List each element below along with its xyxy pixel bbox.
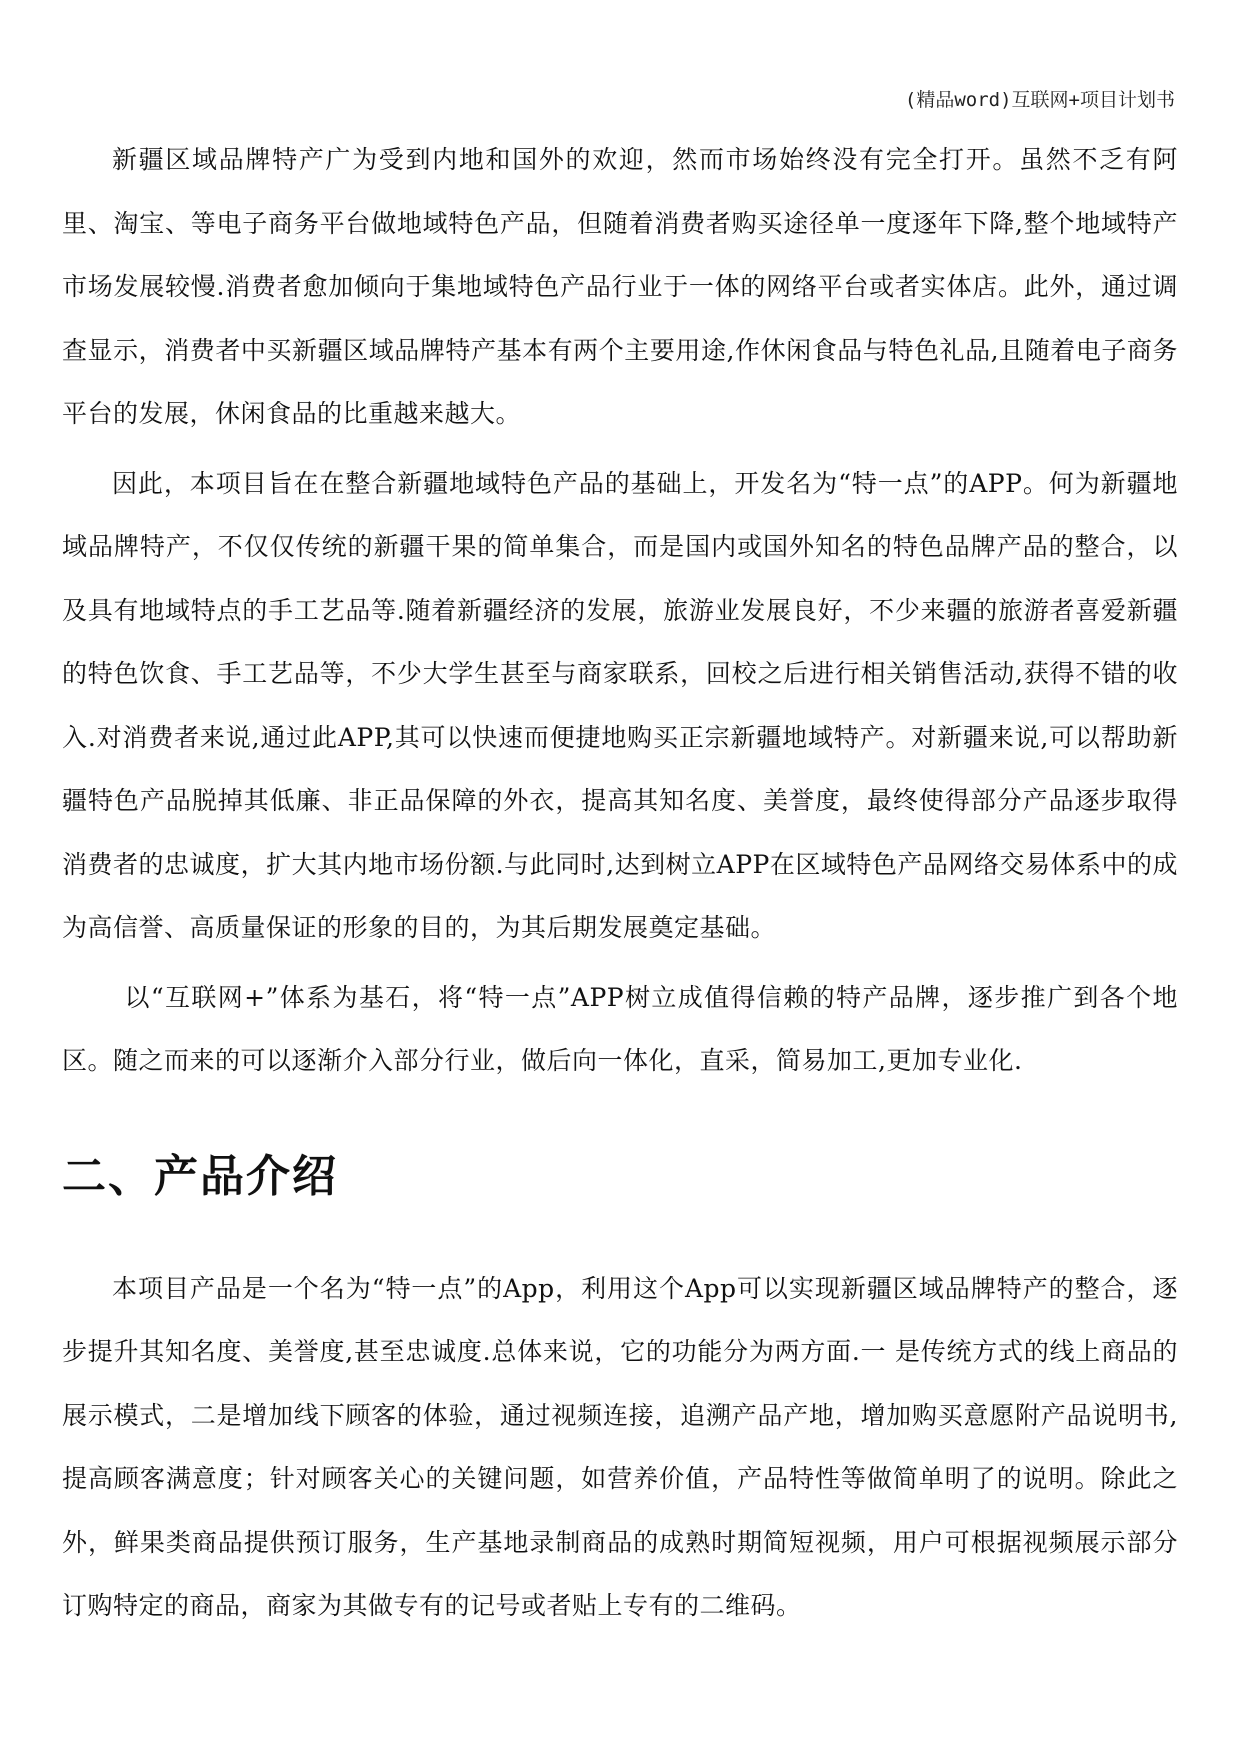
running-header: (精品word)互联网+项目计划书 <box>904 89 1175 111</box>
body-paragraph-3: 以“互联网+”体系为基石，将“特一点”APP树立成值得信赖的特产品牌，逐步推广到各个地区。随之而来的可以逐渐介入部分行业，做后向一体化，直采，简易加工,更加专业化. <box>62 982 1178 1075</box>
section-paragraph-1: 本项目产品是一个名为“特一点”的App，利用这个App可以实现新疆区域品牌特产的整合，逐步提升其知名度、美誉度,甚至忠诚度.总体来说，它的功能分为两方面.一 是传统方式的线上商品的展示模式，二是增加线下顾客的体验，通过视频连接，追溯产品产地，增加购买意愿附产品说明书,提高顾客满意度；针对顾客关心的关键问题，如营养价值，产品特性等做简单明了的说明。除此之外，鲜果类商品提供预订服务，生产基地录制商品的成熟时期简短视频，用户可根据视频展示部分订购特定的商品，商家为其做专有的记号或者贴上专有的二维码。 <box>62 1273 1178 1620</box>
section-heading: 二、产品介绍 <box>62 1150 338 1202</box>
body-paragraph-1: 新疆区域品牌特产广为受到内地和国外的欢迎，然而市场始终没有完全打开。虽然不乏有阿里、淘宝、等电子商务平台做地域特色产品，但随着消费者购买途径单一度逐年下降,整个地域特产市场发展较慢.消费者愈加倾向于集地域特色产品行业于一体的网络平台或者实体店。此外，通过调查显示，消费者中买新疆区域品牌特产基本有两个主要用途,作休闲食品与特色礼品,且随着电子商务平台的发展，休闲食品的比重越来越大。 <box>62 145 1178 428</box>
body-paragraph-2: 因此，本项目旨在在整合新疆地域特色产品的基础上，开发名为“特一点”的APP。何为新疆地域品牌特产，不仅仅传统的新疆干果的简单集合，而是国内或国外知名的特色品牌产品的整合，以及具有地域特点的手工艺品等.随着新疆经济的发展，旅游业发展良好，不少来疆的旅游者喜爱新疆的特色饮食、手工艺品等，不少大学生甚至与商家联系，回校之后进行相关销售活动,获得不错的收入.对消费者来说,通过此APP,其可以快速而便捷地购买正宗新疆地域特产。对新疆来说,可以帮助新疆特色产品脱掉其低廉、非正品保障的外衣，提高其知名度、美誉度，最终使得部分产品逐步取得消费者的忠诚度，扩大其内地市场份额.与此同时,达到树立APP在区域特色产品网络交易体系中的成为高信誉、高质量保证的形象的目的，为其后期发展奠定基础。 <box>62 468 1178 942</box>
document-body <box>62 128 1178 1638</box>
